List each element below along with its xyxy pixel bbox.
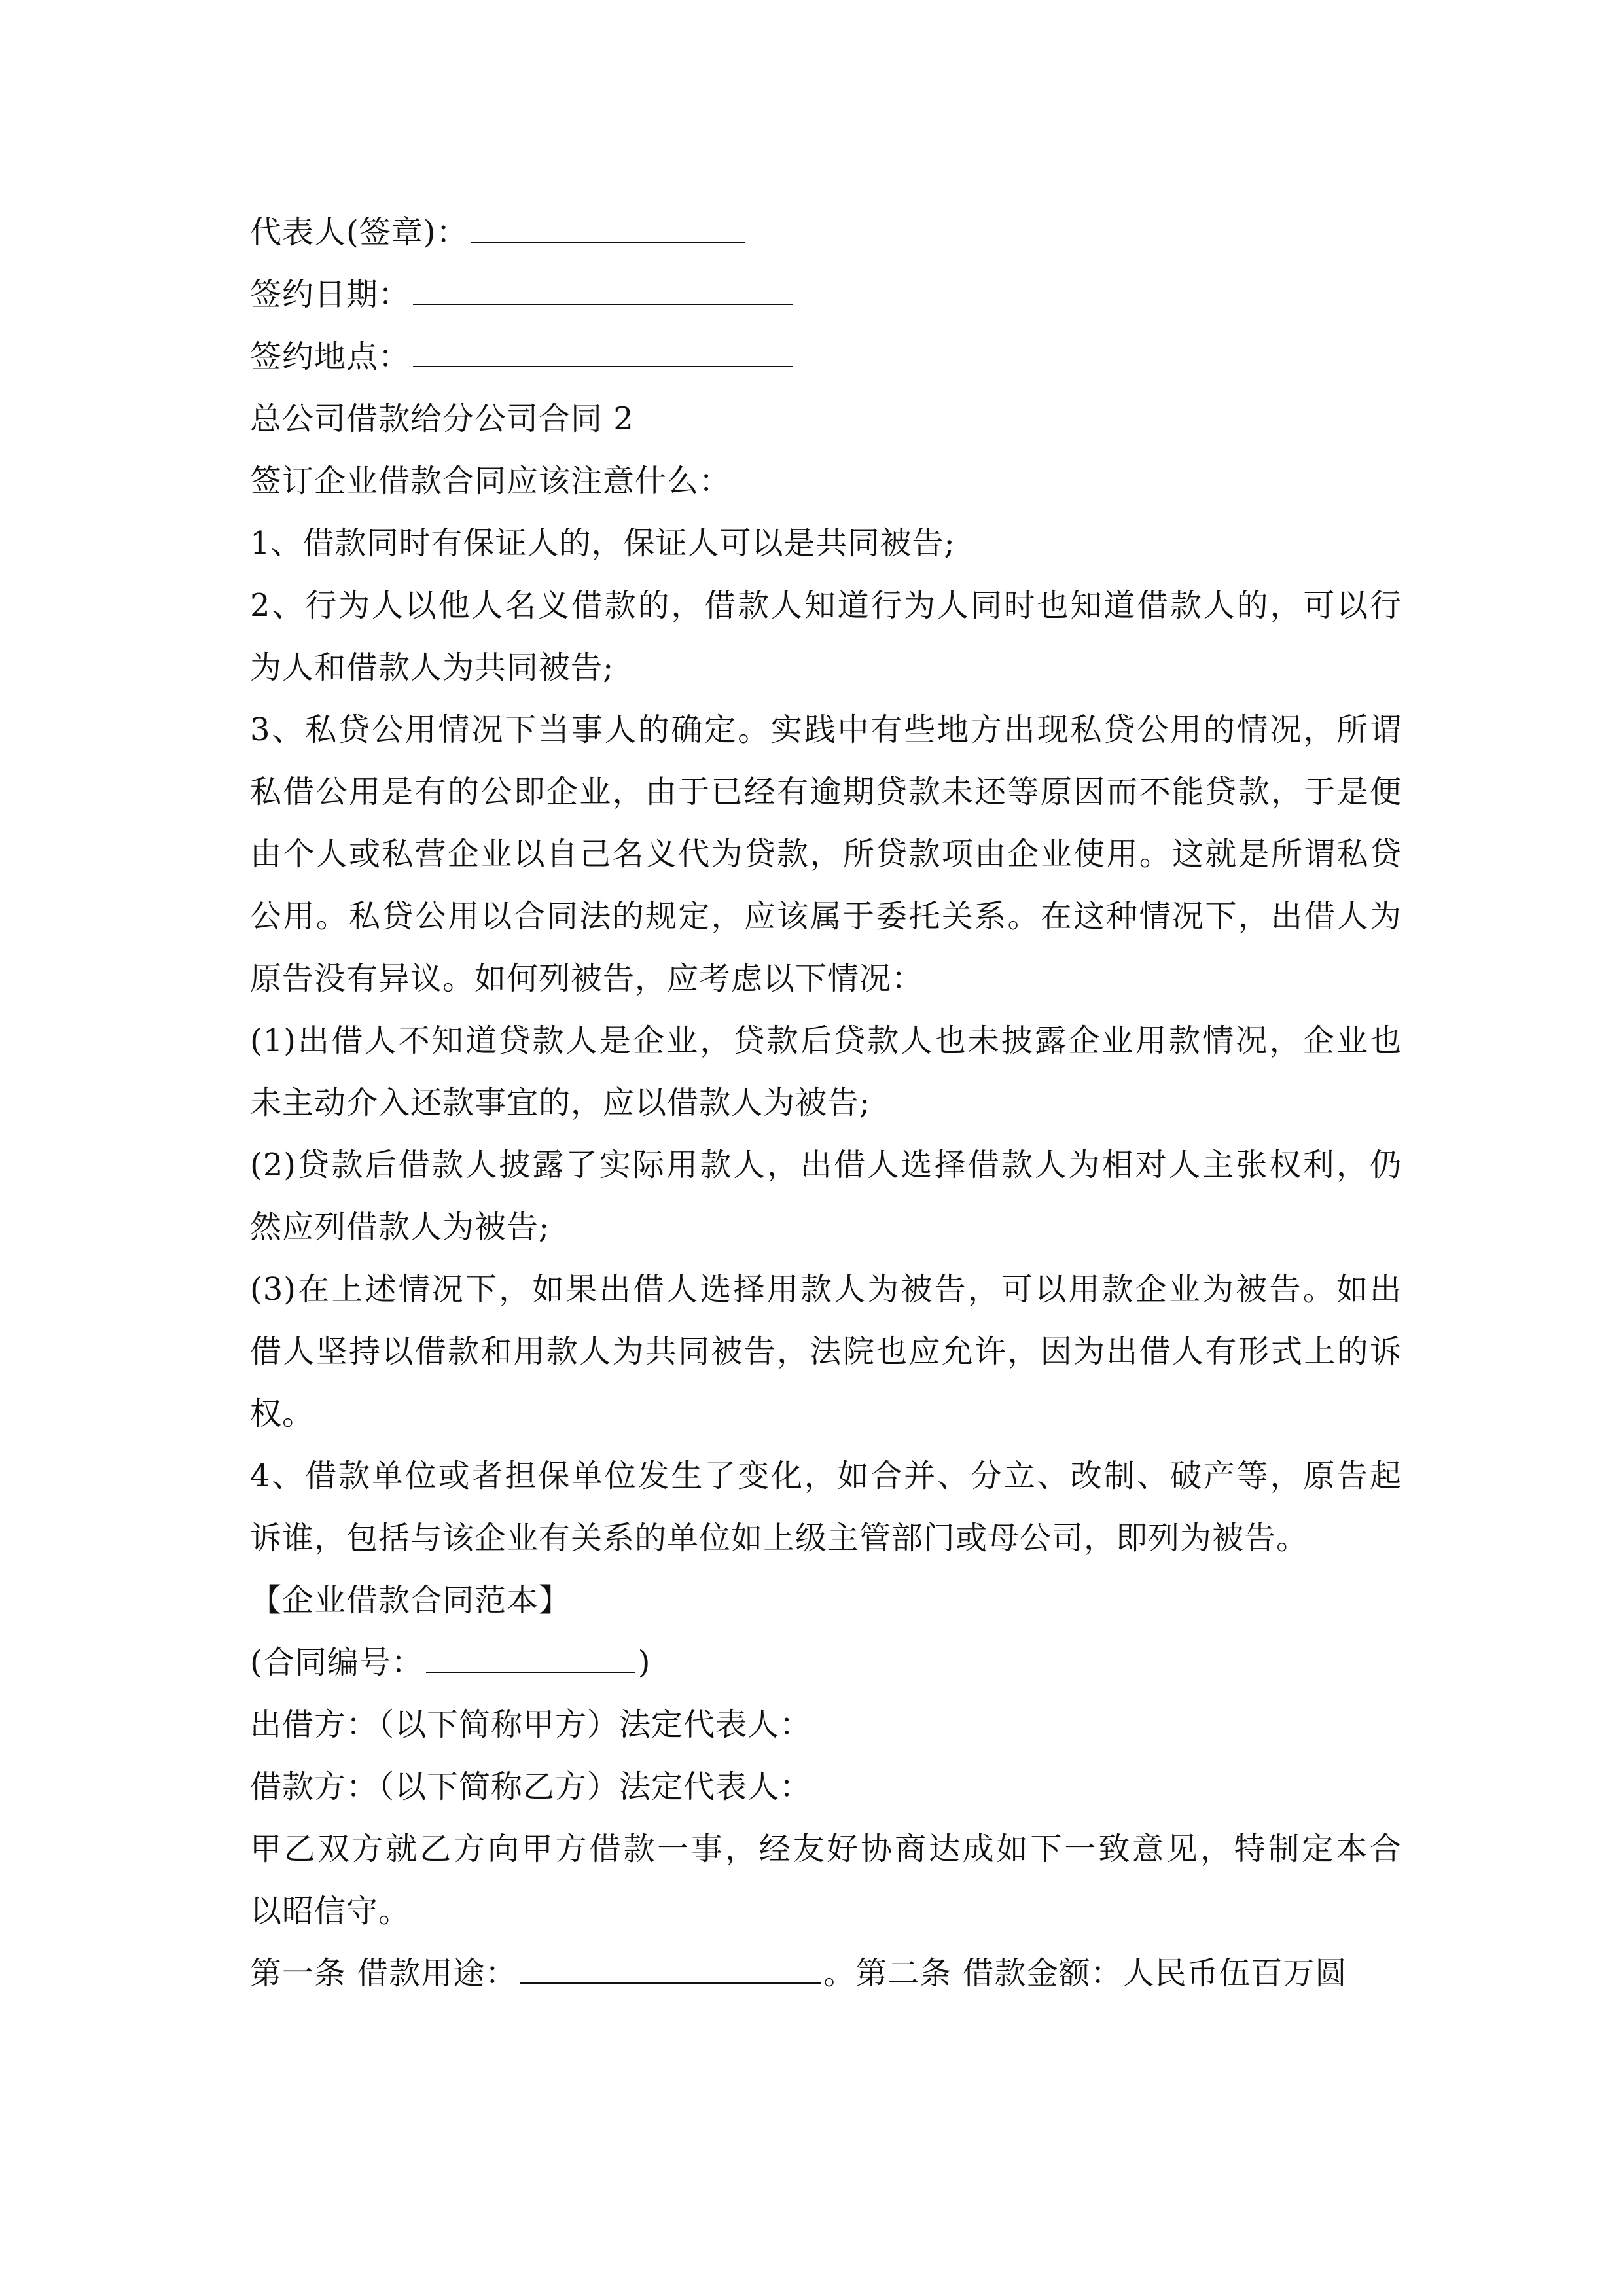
text-line: 由个人或私营企业以自己名义代为贷款，所贷款项由企业使用。这就是所谓私贷: [250, 836, 1402, 872]
text-line: 甲乙双方就乙方向甲方借款一事，经友好协商达成如下一致意见，特制定本合: [250, 1831, 1402, 1867]
section-title: 总公司借款给分公司合同 2: [250, 401, 634, 437]
text-line: (2)贷款后借款人披露了实际用款人，出借人选择借款人为相对人主张权利，仍: [250, 1147, 1402, 1183]
signature-blank[interactable]: [471, 207, 745, 243]
text-line: 为人和借款人为共同被告;: [250, 649, 615, 686]
text-line: 2、行为人以他人名义借款的，借款人知道行为人同时也知道借款人的，可以行: [250, 587, 1402, 624]
text-line: (3)在上述情况下，如果出借人选择用款人为被告，可以用款企业为被告。如出: [250, 1271, 1402, 1308]
place-blank[interactable]: [413, 332, 793, 367]
loan-purpose-line: 第一条 借款用途： 。第二条 借款金额：人民币伍百万圆: [250, 1937, 1402, 2009]
text-line: 私借公用是有的公即企业，由于已经有逾期贷款未还等原因而不能贷款，于是便: [250, 774, 1402, 810]
field-label: 代表人(签章)：: [250, 214, 469, 251]
date-blank[interactable]: [413, 270, 793, 305]
borrower-line: 借款方：（以下简称乙方）法定代表人：: [250, 1768, 812, 1805]
loan-purpose-blank[interactable]: [520, 1948, 821, 1984]
field-label: 签约日期：: [250, 276, 411, 313]
text-line: 借人坚持以借款和用款人为共同被告，法院也应允许，因为出借人有形式上的诉: [250, 1333, 1402, 1370]
text-line: 原告没有异议。如何列被告，应考虑以下情况：: [250, 960, 924, 997]
text-line: 未主动介入还款事宜的，应以借款人为被告;: [250, 1085, 871, 1121]
text-line: (1)出借人不知道贷款人是企业，贷款后贷款人也未披露企业用款情况，企业也: [250, 1022, 1402, 1059]
text-line: 诉谁，包括与该企业有关系的单位如上级主管部门或母公司，即列为被告。: [250, 1520, 1309, 1556]
text-line: 4、借款单位或者担保单位发生了变化，如合并、分立、改制、破产等，原告起: [250, 1458, 1402, 1494]
signing-place-line: [250, 321, 1402, 393]
text-line: 1、借款同时有保证人的，保证人可以是共同被告;: [250, 525, 955, 562]
text-line: 然应列借款人为被告;: [250, 1209, 550, 1246]
lender-line: 出借方：（以下简称甲方）法定代表人：: [250, 1706, 812, 1743]
text-line: 权。: [250, 1395, 315, 1432]
field-label: 第一条 借款用途：: [250, 1955, 518, 1992]
text-line: 公用。私贷公用以合同法的规定，应该属于委托关系。在这种情况下，出借人为: [250, 898, 1402, 935]
field-label: 签约地点：: [250, 338, 411, 375]
text-line: 以昭信守。: [250, 1893, 411, 1929]
field-label: (合同编号：: [250, 1644, 423, 1681]
signing-date-line: [250, 259, 1402, 331]
paragraph-heading: 签订企业借款合同应该注意什么：: [250, 463, 732, 499]
contract-number-line: (合同编号： ): [250, 1626, 1402, 1698]
text-line: 3、私贷公用情况下当事人的确定。实践中有些地方出现私贷公用的情况，所谓: [250, 711, 1402, 748]
contract-template-heading: 【企业借款合同范本】: [250, 1582, 571, 1619]
contract-number-blank[interactable]: [426, 1638, 635, 1673]
representative-signature-line: [250, 196, 1402, 268]
